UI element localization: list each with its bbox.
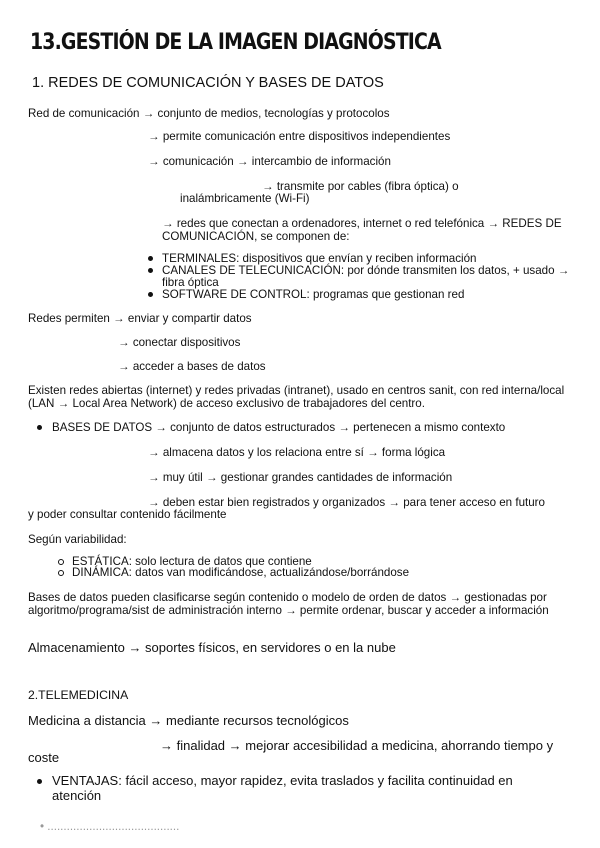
text-variabilidad: Según variabilidad: [28, 533, 127, 546]
text-existen-redes: Existen redes abiertas (internet) y redes privadas (intranet), usado en centros sanit, con red interna/local (LAN → Local Area Network) de acceso exclusivo de trabajadores del centro. [28, 384, 565, 410]
list-item-dinamica: DINÁMICA: datos van modificándose, actualizándose/borrándose [72, 566, 410, 579]
text-conectar: → conectar dispositivos [118, 336, 241, 349]
text-red-definition: Red de comunicación → conjunto de medios, tecnologías y protocolos [28, 107, 390, 120]
text-clasificacion: Bases de datos pueden clasificarse según contenido o modelo de orden de datos → gestionadas por algoritmo/programa/sist de administración interno → permite ordenar, buscar y acceder a información [28, 591, 549, 617]
text-registrados: → deben estar bien registrados y organizados → para tener acceso en futuro [148, 496, 545, 509]
text-coste: coste [28, 750, 60, 765]
text-red-comunicacion: → comunicación → intercambio de información [148, 155, 391, 168]
section-heading-telemedicina: 2.TELEMEDICINA [28, 688, 129, 702]
text-red-inalambrico: inalámbricamente (Wi-Fi) [180, 192, 310, 205]
text-acceder: → acceder a bases de datos [118, 360, 266, 373]
text-finalidad: → finalidad → mejorar accesibilidad a medicina, ahorrando tiempo y [160, 738, 554, 753]
circle-bullet-icon [58, 570, 64, 576]
text-red-componen: COMUNICACIÓN, se componen de: [162, 230, 350, 243]
text-redes-permiten: Redes permiten → enviar y compartir datos [28, 312, 252, 325]
text-almacena: → almacena datos y los relaciona entre sí → forma lógica [148, 446, 446, 459]
bullet-icon [37, 779, 42, 784]
circle-bullet-icon [58, 559, 64, 565]
text-medicina-distancia: Medicina a distancia → mediante recursos tecnológicos [28, 713, 349, 728]
text-consultar: y poder consultar contenido fácilmente [28, 508, 227, 521]
text-muy-util: → muy útil → gestionar grandes cantidades de información [148, 471, 453, 484]
document-title: 13.GESTIÓN DE LA IMAGEN DIAGNÓSTICA [30, 30, 441, 55]
text-red-conectan: → redes que conectan a ordenadores, internet o red telefónica → REDES DE [162, 217, 562, 230]
bullet-icon [148, 292, 153, 297]
bullet-icon [148, 256, 153, 261]
list-item-software: SOFTWARE DE CONTROL: programas que gestionan red [162, 288, 465, 301]
text-red-permite: → permite comunicación entre dispositivos independientes [148, 130, 451, 143]
cut-off-line: • ......................................... [40, 820, 180, 833]
text-red-transmite: → transmite por cables (fibra óptica) o [262, 180, 459, 193]
list-item-canales: CANALES DE TELECUNICACIÓN: por dónde transmiten los datos, + usado → [162, 264, 570, 277]
text-bases-datos: BASES DE DATOS → conjunto de datos estructurados → pertenecen a mismo contexto [52, 421, 506, 434]
list-item-estatica: ESTÁTICA: solo lectura de datos que contiene [72, 555, 312, 568]
text-almacenamiento: Almacenamiento → soportes físicos, en servidores o en la nube [28, 640, 396, 655]
text-ventajas: VENTAJAS: fácil acceso, mayor rapidez, evita traslados y facilita continuidad en atención [52, 773, 513, 803]
section-heading-redes: 1. REDES DE COMUNICACIÓN Y BASES DE DATOS [32, 75, 384, 91]
bullet-icon [37, 425, 42, 430]
list-item-canales-cont: fibra óptica [162, 276, 219, 289]
bullet-icon [148, 268, 153, 273]
list-item-terminales: TERMINALES: dispositivos que envían y reciben información [162, 252, 477, 265]
